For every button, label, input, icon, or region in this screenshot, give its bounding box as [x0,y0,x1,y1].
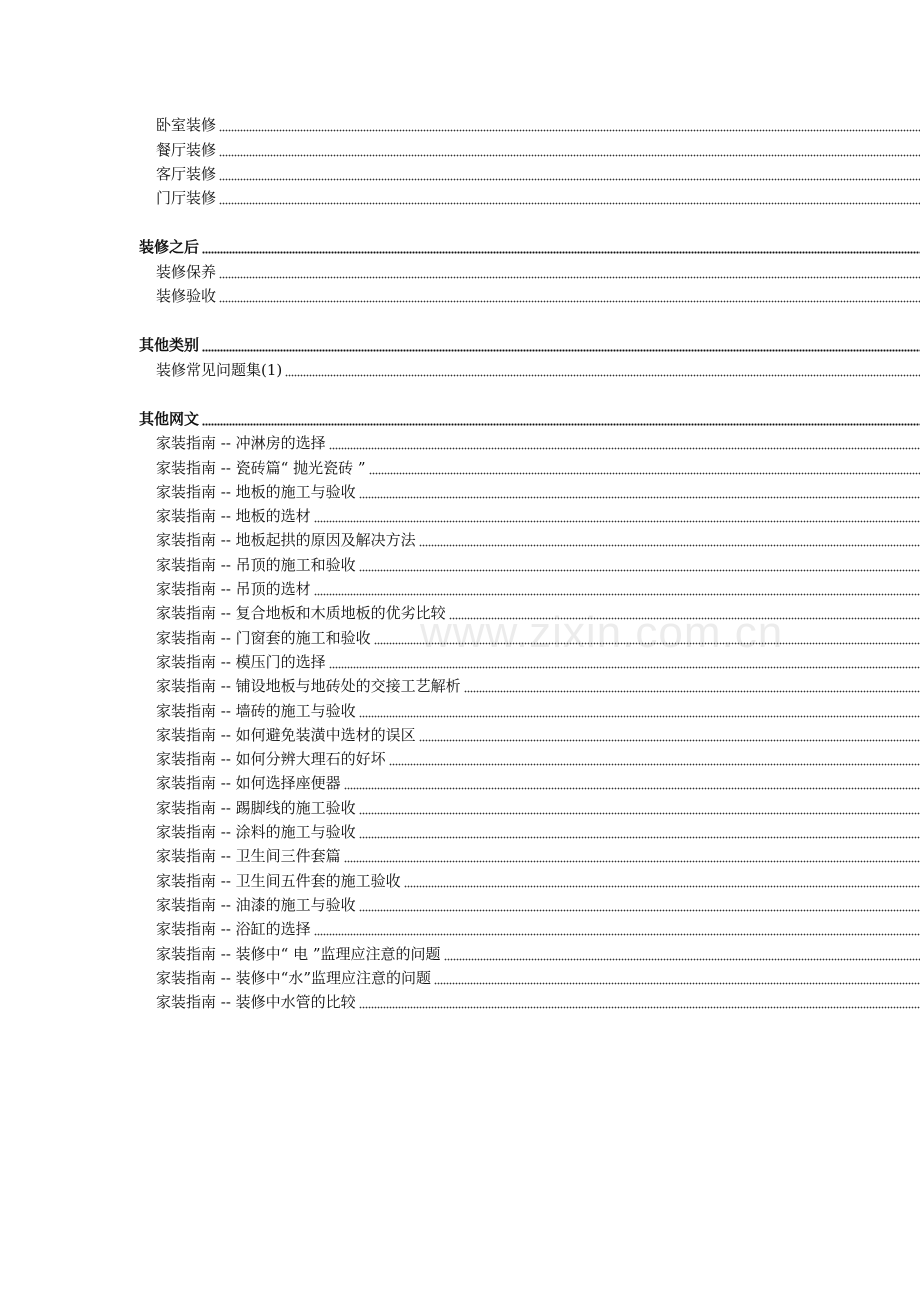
toc-entry[interactable] [0,527,920,551]
dot-leader [314,505,920,527]
toc-entry[interactable] [0,454,920,478]
toc-entry-label: 家装指南 -- 冲淋房的选择 [156,434,326,453]
toc-section-after[interactable] [0,234,920,258]
toc-entry-label: 装修常见问题集(1) [156,360,283,379]
dot-leader [389,748,920,770]
toc-entry-label: 家装指南 -- 瓷砖篇“ 抛光瓷砖 ” [156,458,366,477]
toc-entry-label: 家装指南 -- 吊顶的施工和验收 [156,555,356,574]
toc-entry[interactable] [0,794,920,818]
toc-entry[interactable] [0,479,920,503]
toc-entry-label: 家装指南 -- 如何选择座便器 [156,774,341,793]
toc-entry[interactable] [0,892,920,916]
table-of-contents [0,112,920,1013]
dot-leader [359,554,920,576]
dot-leader [404,870,920,892]
toc-entry[interactable] [0,503,920,527]
toc-entry[interactable] [0,551,920,575]
dot-leader [464,675,920,697]
toc-entry-label: 家装指南 -- 浴缸的选择 [156,920,311,939]
toc-entry-label: 家装指南 -- 涂料的施工与验收 [156,823,356,842]
dot-leader [444,943,920,965]
toc-entry[interactable] [0,600,920,624]
toc-entry-label: 家装指南 -- 墙砖的施工与验收 [156,701,356,720]
toc-entry-label: 家装指南 -- 模压门的选择 [156,652,326,671]
toc-section-title: 装修之后 [139,238,200,257]
toc-entry[interactable] [0,697,920,721]
toc-entry[interactable] [0,819,920,843]
dot-leader [369,457,920,479]
dot-leader [219,261,920,283]
toc-entry-label: 家装指南 -- 装修中“ 电 ”监理应注意的问题 [156,944,441,963]
toc-entry-label: 家装指南 -- 如何分辨大理石的好坏 [156,750,386,769]
dot-leader [344,845,920,867]
dot-leader [359,991,920,1013]
toc-entry[interactable] [0,649,920,673]
dot-leader [219,187,920,209]
toc-section-title: 其他网文 [139,409,200,428]
dot-leader [359,894,920,916]
toc-entry[interactable] [0,965,920,989]
toc-entry[interactable] [0,576,920,600]
toc-entry[interactable] [0,722,920,746]
toc-entry[interactable] [0,136,920,160]
toc-entry-label: 家装指南 -- 装修中“水”监理应注意的问题 [156,968,432,987]
dot-leader [359,821,920,843]
dot-leader [219,163,920,185]
toc-entry-label: 家装指南 -- 门窗套的施工和验收 [156,628,371,647]
toc-entry-label: 门厅装修 [156,189,217,208]
dot-leader [219,139,920,161]
dot-leader [449,602,920,624]
toc-entry-label: 卧室装修 [156,116,217,135]
toc-entry-label: 家装指南 -- 铺设地板与地砖处的交接工艺解析 [156,677,461,696]
dot-leader [202,236,920,258]
toc-entry[interactable] [0,673,920,697]
toc-entry[interactable] [0,283,920,307]
dot-leader [419,529,920,551]
toc-entry[interactable] [0,624,920,648]
toc-entry-label: 装修验收 [156,287,217,306]
toc-entry-label: 家装指南 -- 地板的施工与验收 [156,482,356,501]
toc-entry[interactable] [0,112,920,136]
dot-leader [329,432,920,454]
toc-entry-label: 家装指南 -- 卫生间三件套篇 [156,847,341,866]
dot-leader [359,700,920,722]
dot-leader [374,627,920,649]
toc-entry[interactable] [0,161,920,185]
toc-section-other[interactable] [0,332,920,356]
dot-leader [219,114,920,136]
toc-entry-label: 家装指南 -- 复合地板和木质地板的优劣比较 [156,604,446,623]
toc-entry[interactable] [0,843,920,867]
toc-entry-label: 装修保养 [156,262,217,281]
toc-entry[interactable] [0,770,920,794]
dot-leader [314,918,920,940]
toc-entry[interactable] [0,356,920,380]
toc-entry[interactable] [0,746,920,770]
dot-leader [344,772,920,794]
toc-entry[interactable] [0,940,920,964]
toc-entry-label: 家装指南 -- 卫生间五件套的施工验收 [156,871,401,890]
dot-leader [329,651,920,673]
dot-leader [359,481,920,503]
toc-entry[interactable] [0,185,920,209]
toc-entry-label: 餐厅装修 [156,140,217,159]
dot-leader [285,359,920,381]
dot-leader [202,334,920,356]
toc-entry-label: 家装指南 -- 地板起拱的原因及解决方法 [156,531,416,550]
toc-entry-label: 家装指南 -- 吊顶的选材 [156,580,311,599]
dot-leader [314,578,920,600]
toc-entry-label: 客厅装修 [156,164,217,183]
toc-entry[interactable] [0,916,920,940]
toc-entry-label: 家装指南 -- 油漆的施工与验收 [156,895,356,914]
dot-leader [202,408,920,430]
toc-section-title: 其他类别 [139,336,200,355]
toc-entry[interactable] [0,258,920,282]
toc-web-items [0,430,920,1013]
toc-entry[interactable] [0,989,920,1013]
dot-leader [419,724,920,746]
toc-section-web[interactable] [0,406,920,430]
toc-entry-label: 家装指南 -- 如何避免装潢中选材的误区 [156,725,416,744]
toc-entry-label: 家装指南 -- 装修中水管的比较 [156,993,356,1012]
dot-leader [219,285,920,307]
toc-entry-label: 家装指南 -- 踢脚线的施工验收 [156,798,356,817]
toc-entry[interactable] [0,430,920,454]
toc-entry[interactable] [0,867,920,891]
toc-entry-label: 家装指南 -- 地板的选材 [156,507,311,526]
dot-leader [359,797,920,819]
dot-leader [434,967,920,989]
